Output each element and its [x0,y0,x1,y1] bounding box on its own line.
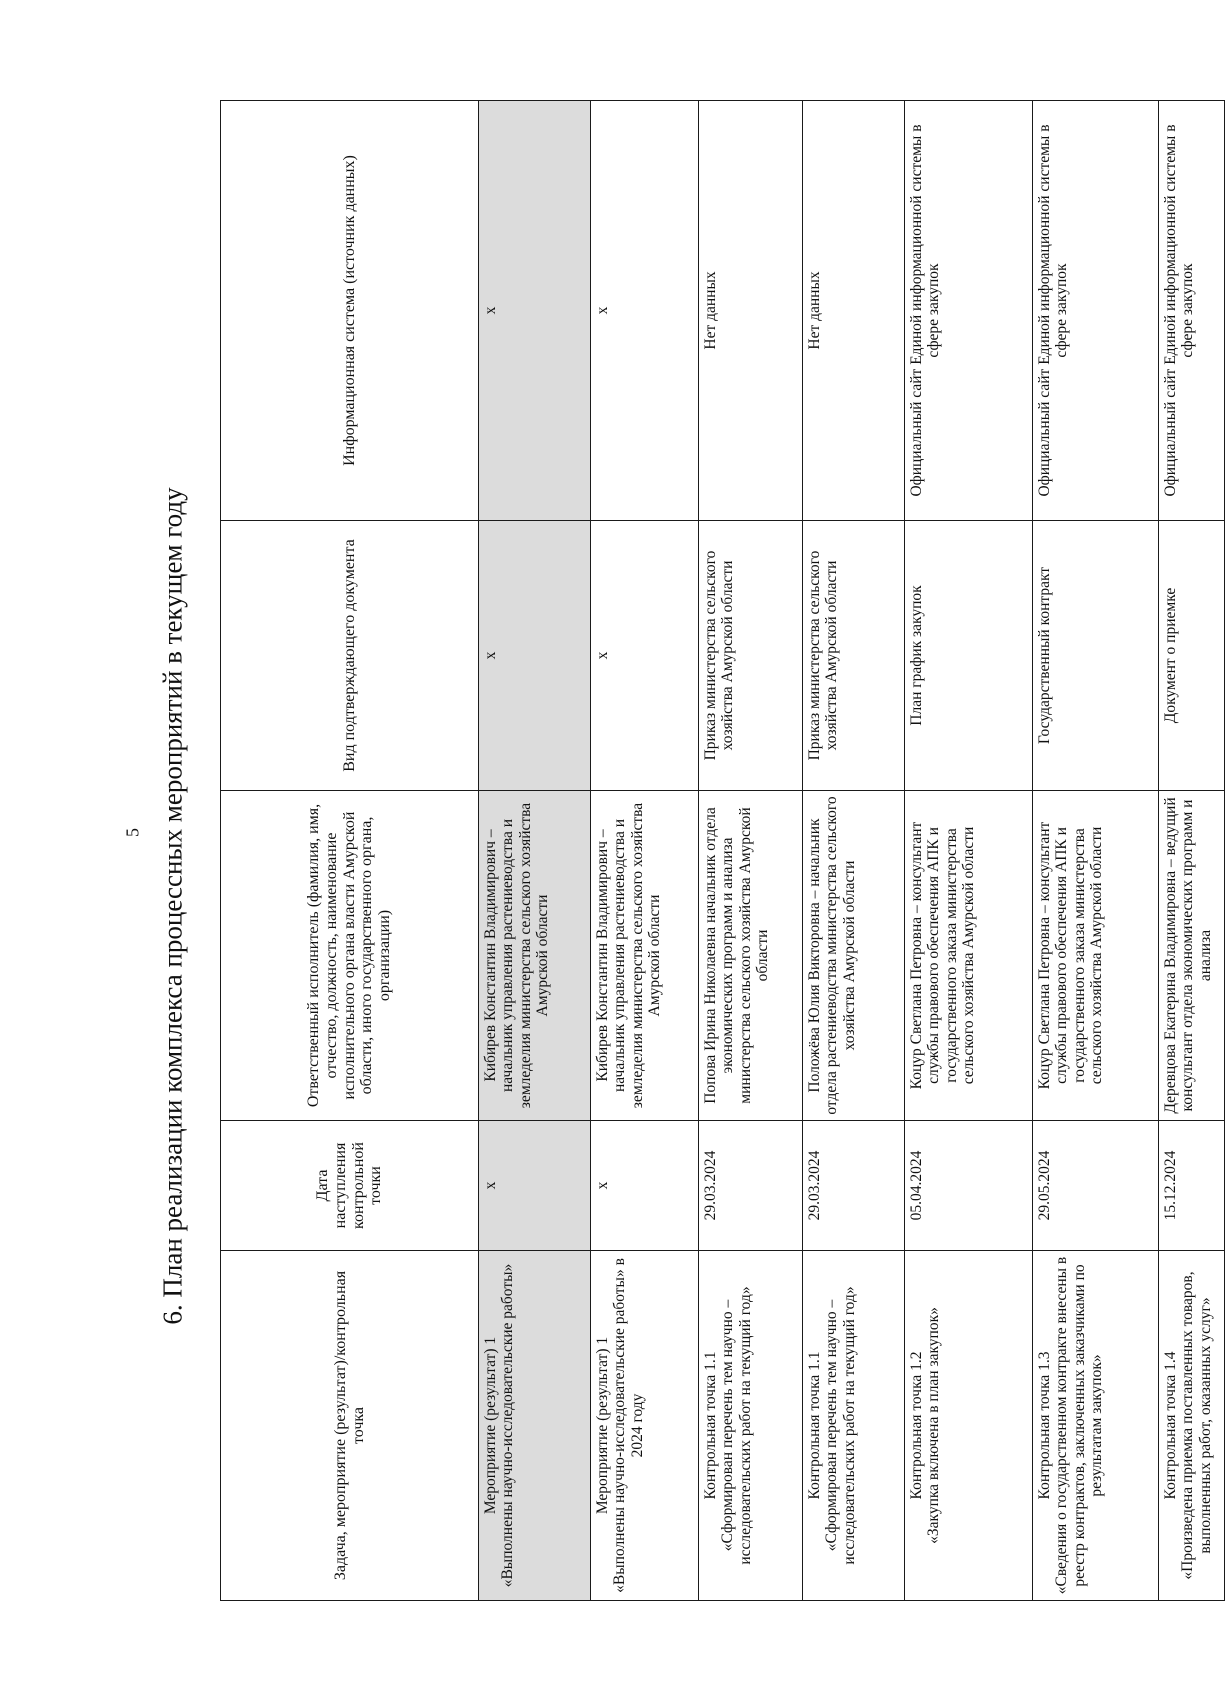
task-text: «Закупка включена в план закупок» [925,1307,943,1544]
task-title: Контрольная точка 1.3 [1036,1351,1053,1500]
cell-document: Приказ министерства сельского хозяйства Амурской области [699,521,803,791]
cell-document: x [591,521,699,791]
cell-infosystem: x [479,101,591,521]
task-text: «Выполнены научно-исследовательские работы» [499,1263,517,1588]
document-text: Документ о приемке [1162,587,1179,724]
cell-date: x [479,1121,591,1251]
cell-responsible: Коцур Светлана Петровна – консультант службы правового обеспечения АПК и государственного заказа министерства сельского хозяйства Амурской области [905,791,1033,1121]
cell-task [803,1251,905,1601]
task-title: Мероприятие (результат) 1 [482,1336,499,1515]
header-document: Вид подтверждающего документа [221,521,479,791]
cell-task [591,1251,699,1601]
task-title: Контрольная точка 1.1 [806,1351,823,1500]
header-date: Дата наступления контрольной точки [221,1121,479,1251]
page-number: 5 [122,828,143,837]
task-title: Контрольная точка 1.2 [908,1351,925,1500]
task-text: «Сформирован перечень тем научно – исследовательских работ на текущий год» [719,1286,754,1565]
page-title: 6. План реализации комплекса процессных мероприятий в текущем году [157,487,188,1325]
infosystem-text: Официальный сайт Единой информационной системы в сфере закупок [1162,124,1197,497]
cell-infosystem: x [591,101,699,521]
cell-document [1159,521,1225,791]
cell-infosystem: Нет данных [699,101,803,521]
task-title: Мероприятие (результат) 1 [594,1336,611,1515]
cell-task [905,1251,1033,1601]
table-row [905,101,1033,1601]
cell-date: 29.03.2024 [803,1121,905,1251]
cell-responsible [1159,791,1225,1121]
cell-infosystem: Официальный сайт Единой информационной системы в сфере закупок [905,101,1033,521]
cell-task [1033,1251,1159,1601]
cell-responsible: Попова Ирина Николаевна начальник отдела экономических программ и анализа министерства сельского хозяйства Амурской области [699,791,803,1121]
task-title: Контрольная точка 1.1 [702,1351,719,1500]
table-row [803,101,905,1601]
task-text: «Сформирован перечень тем научно – исследовательских работ на текущий год» [823,1286,858,1565]
cell-document: Государственный контракт [1033,521,1159,791]
cell-responsible: Коцур Светлана Петровна – консультант службы правового обеспечения АПК и государственного заказа министерства сельского хозяйства Амурской области [1033,791,1159,1121]
responsible-text: Деревцова Екатерина Владимировна – ведущий консультант отдела экономических программ и анализа [1162,797,1214,1114]
header-task: Задача, мероприятие (результат)/контрольная точка [221,1251,479,1601]
table-row [699,101,803,1601]
cell-task [479,1251,591,1601]
task-text: «Произведена приемка поставленных товаров, выполненных работ, оказанных услуг» [1179,1271,1214,1580]
cell-task [1159,1251,1225,1601]
cell-date: 29.05.2024 [1033,1121,1159,1251]
table-row [479,101,591,1601]
cell-infosystem: Официальный сайт Единой информационной системы в сфере закупок [1033,101,1159,521]
plan-table [220,100,1225,1601]
cell-document: Приказ министерства сельского хозяйства Амурской области [803,521,905,791]
cell-responsible: Кибирев Константин Владимирович – начальник управления растениеводства и земледелия министерства сельского хозяйства Амурской области [479,791,591,1121]
cell-infosystem [1159,101,1225,521]
task-text: «Выполнены научно-исследовательские работы» в 2024 году [611,1258,646,1593]
header-infosystem: Информационная система (источник данных) [221,101,479,521]
header-responsible: Ответственный исполнитель (фамилия, имя, отчество, должность, наименование исполнительного органа власти Амурской области, иного государственного органа, организации) [221,791,479,1121]
date-text: 15.12.2024 [1162,1150,1179,1221]
cell-responsible: Кибирев Константин Владимирович – начальник управления растениеводства и земледелия министерства сельского хозяйства Амурской области [591,791,699,1121]
task-title: Контрольная точка 1.4 [1162,1351,1179,1500]
task-text: «Сведения о государственном контракте внесены в реестр контрактов, заключенных заказчиками по результатам закупок» [1053,1256,1106,1595]
cell-document: x [479,521,591,791]
cell-date [1159,1121,1225,1251]
table-row [1159,101,1225,1601]
rotated-table-container [220,101,1214,1601]
cell-infosystem: Нет данных [803,101,905,521]
table-row [591,101,699,1601]
cell-date: 29.03.2024 [699,1121,803,1251]
cell-date: x [591,1121,699,1251]
cell-date: 05.04.2024 [905,1121,1033,1251]
cell-document: План график закупок [905,521,1033,791]
cell-task [699,1251,803,1601]
cell-responsible: Положёва Юлия Викторовна – начальник отдела растениеводства министерства сельского хозяйства Амурской области [803,791,905,1121]
table-row [1033,101,1159,1601]
table-header-row [221,101,479,1601]
